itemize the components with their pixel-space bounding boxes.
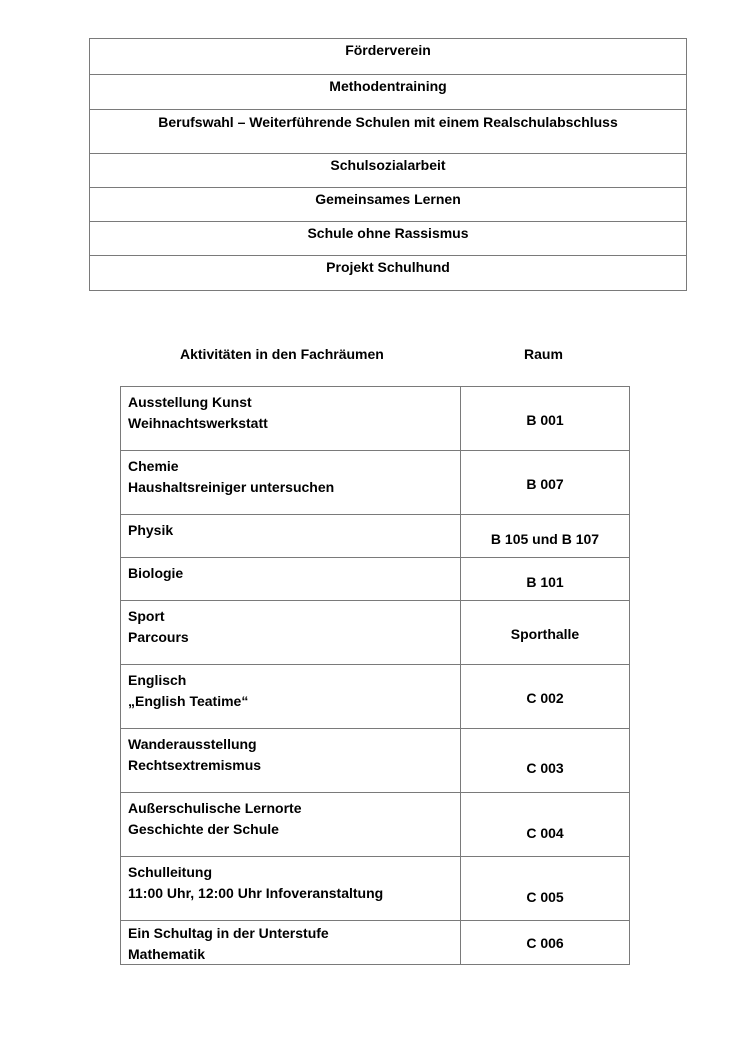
room-cell: Sporthalle [510,625,580,642]
activity-detail: Haushaltsreiniger untersuchen [128,479,335,495]
room-cell: C 003 [526,759,564,776]
activity-title: Biologie [128,565,184,581]
activity-title: Physik [128,522,174,538]
programme-row: Schule ohne Rassismus [90,222,686,256]
table-row [121,451,629,515]
activity-detail: Mathematik [128,946,206,962]
activity-title: Englisch [128,672,187,688]
activity-title: Außerschulische Lernorte [128,800,302,816]
activity-cell [121,857,461,920]
room-cell: B 001 [526,411,564,428]
programme-row: Berufswahl – Weiterführende Schulen mit einem Realschulabschluss [90,110,686,154]
activity-detail: 11:00 Uhr, 12:00 Uhr Infoveranstaltung [128,885,384,901]
table-row [121,729,629,793]
programme-row: Methodentraining [90,75,686,110]
room-cell: C 002 [526,689,564,706]
room-cell: C 004 [526,824,564,841]
activities-table [120,386,630,965]
programme-row: Gemeinsames Lernen [90,188,686,222]
activity-cell [121,921,461,964]
activity-title: Chemie [128,458,179,474]
activity-detail: Rechtsextremismus [128,757,262,773]
room-cell: B 007 [526,475,564,492]
room-cell: B 101 [526,574,564,590]
activity-title: Ausstellung Kunst [128,394,252,410]
activities-header: Aktivitäten in den Fachräumen [180,346,384,362]
room-cell: C 005 [526,888,564,905]
activity-title: Sport [128,608,165,624]
activity-cell [121,387,461,450]
table-row [121,793,629,857]
activity-detail: „English Teatime“ [128,693,249,709]
activity-cell [121,601,461,664]
activity-title: Ein Schultag in der Unterstufe [128,925,329,941]
activity-cell [121,451,461,514]
room-cell: C 006 [526,934,564,951]
programme-row: Förderverein [90,39,686,75]
programme-row: Projekt Schulhund [326,259,450,275]
activity-title: Schulleitung [128,864,212,880]
table-row [121,601,629,665]
room-cell: B 105 und B 107 [490,531,600,547]
activity-title: Wanderausstellung [128,736,257,752]
table-row [121,558,629,601]
room-header: Raum [524,346,563,362]
programme-table [89,38,687,291]
activity-cell [121,515,461,557]
activity-detail: Geschichte der Schule [128,821,279,837]
activity-cell [121,729,461,792]
activity-detail: Weihnachtswerkstatt [128,415,268,431]
table-row [121,857,629,921]
table-row [121,387,629,451]
programme-row: Schulsozialarbeit [90,154,686,188]
activity-cell [121,665,461,728]
table-row [121,921,629,964]
table-row [121,515,629,558]
activity-cell [121,793,461,856]
activity-cell [121,558,461,600]
activity-detail: Parcours [128,629,189,645]
table-row [121,665,629,729]
